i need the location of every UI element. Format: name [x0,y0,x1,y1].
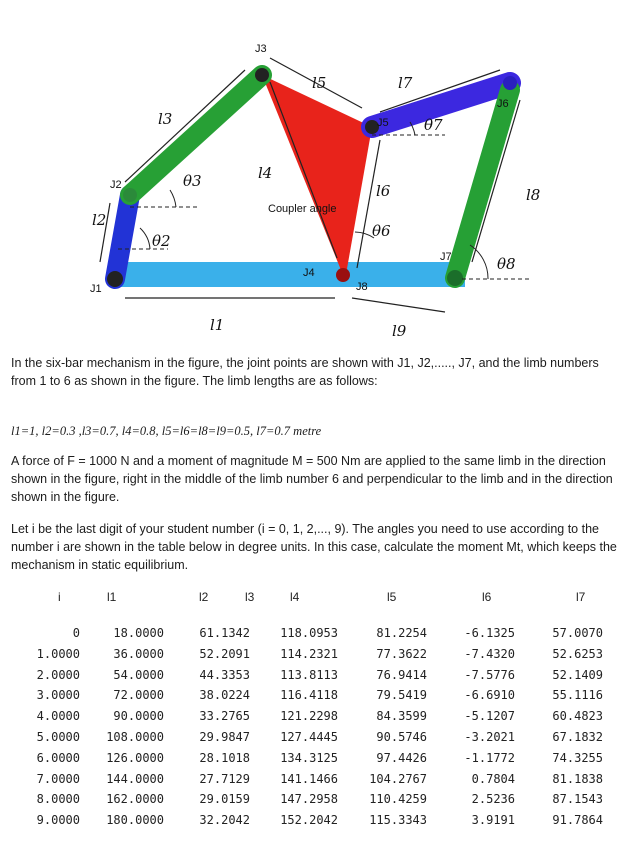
table-cell: 76.9414 [376,667,427,682]
header-i: i [58,590,61,604]
label-l6: l6 [376,182,391,200]
table-cell: 115.3343 [369,813,427,828]
label-l4: l4 [258,164,273,182]
table-cell: 84.3599 [376,709,427,724]
label-theta3: θ3 [183,172,202,190]
intro-paragraph: In the six-bar mechanism in the figure, the joint points are shown with J1, J2,....., J7, and the limb numbers from 1 to 6 as shown in the figure. The limb lengths are as follows: [11,356,599,388]
table-cell: 57.0070 [552,626,603,640]
label-j4: J4 [303,267,315,279]
joint-j2 [123,188,137,202]
header-l1: l1 [107,590,117,604]
table-row [0,751,641,771]
label-theta2: θ2 [152,232,171,250]
table-cell: 90.5746 [376,730,427,744]
table-cell: 134.3125 [280,750,338,765]
table-row [0,647,641,667]
joint-j3 [255,68,269,82]
header-l4: l4 [290,590,300,604]
label-j8: J8 [356,281,368,293]
load-paragraph: A force of F = 1000 N and a moment of magnitude M = 500 Nm are applied to the same limb in the direction shown in the figure, right in the middle of the limb number 6 and perpendicular to the limb and in the direction shown in the figure. [11,454,613,504]
table-row [0,668,641,688]
table-cell: 5.0000 [36,730,80,744]
label-j7: J7 [440,251,452,263]
table-cell: -5.1207 [464,709,515,724]
table-cell: 110.4259 [369,792,427,807]
header-l2: l2 [199,590,209,604]
instructions-paragraph: Let i be the last digit of your student number (i = 0, 1, 2,..., 9). The angles you need to use according to the number i are shown in the table below in degree units. In this case, calculate the moment Mt, which keeps the mechanism in static equilibrium. [11,522,617,572]
table-cell: 18.0000 [113,626,164,640]
header-l3: l3 [245,590,255,604]
table-cell: 33.2765 [199,709,250,724]
header-l6: l6 [482,590,492,604]
limb-lengths: l1=1, l2=0.3 ,l3=0.7, l4=0.8, l5=l6=l8=l9=0.5, l7=0.7 metre [11,424,322,438]
table-cell: 36.0000 [113,646,164,661]
table-cell: 61.1342 [199,626,250,640]
table-row [0,626,641,646]
table-cell: -6.6910 [464,688,515,703]
label-l2: l2 [92,211,107,229]
limb-l1 [115,262,465,287]
table-row [0,813,641,833]
table-cell: 152.2042 [280,813,338,828]
table-cell: 7.0000 [36,771,80,786]
table-cell: 97.4426 [376,750,427,765]
label-theta8: θ8 [497,255,516,273]
table-cell: 54.0000 [113,667,164,682]
table-cell: 141.1466 [280,771,338,786]
table-cell: 52.6253 [552,646,603,661]
table-cell: 2.0000 [36,667,80,682]
label-l3: l3 [158,110,173,128]
table-cell: 104.2767 [369,771,427,786]
label-l5: l5 [312,74,327,92]
label-theta7: θ7 [424,116,443,134]
table-cell: 3.9191 [471,813,515,828]
table-cell: 60.4823 [552,709,603,724]
label-j2: J2 [110,179,122,191]
label-l7: l7 [398,74,413,92]
table-cell: 4.0000 [36,709,80,724]
table-cell: 3.0000 [36,688,80,703]
table-cell: 0.7804 [471,771,515,786]
mechanism-figure [0,0,641,350]
table-cell: 81.1838 [552,771,603,786]
label-l9: l9 [392,322,407,340]
table-cell: 29.9847 [199,730,250,744]
header-l5: l5 [387,590,397,604]
table-cell: -1.1772 [464,750,515,765]
joint-j1 [107,271,123,287]
table-cell: 114.2321 [280,646,338,661]
joint-j6 [503,76,517,90]
table-cell: 121.2298 [280,709,338,724]
table-cell: 77.3622 [376,646,427,661]
table-cell: 116.4118 [280,688,338,703]
table-cell: -6.1325 [464,626,515,640]
table-row [0,772,641,792]
table-cell: 91.7864 [552,813,603,828]
table-cell: 55.1116 [552,688,603,703]
table-cell: 74.3255 [552,750,603,765]
joint-j7 [447,270,463,286]
table-cell: 38.0224 [199,688,250,703]
table-cell: 127.4445 [280,730,338,744]
table-cell: 44.3353 [199,667,250,682]
table-row [0,709,641,729]
table-cell: 79.5419 [376,688,427,703]
label-j5: J5 [377,117,389,129]
table-cell: 0 [72,626,80,640]
table-cell: 162.0000 [106,792,164,807]
label-coupler: Coupler angle [268,203,337,215]
table-row [0,688,641,708]
table-cell: 147.2958 [280,792,338,807]
table-cell: 28.1018 [199,750,250,765]
table-cell: 90.0000 [113,709,164,724]
table-cell: 180.0000 [106,813,164,828]
label-theta6: θ6 [372,222,391,240]
table-cell: 6.0000 [36,750,80,765]
table-row [0,730,641,750]
table-cell: 2.5236 [471,792,515,807]
label-l8: l8 [526,186,541,204]
table-cell: 81.2254 [376,626,427,640]
table-cell: -3.2021 [464,730,515,744]
table-cell: 9.0000 [36,813,80,828]
table-cell: 8.0000 [36,792,80,807]
label-j3: J3 [255,43,267,55]
table-cell: 32.2042 [199,813,250,828]
table-cell: 108.0000 [106,730,164,744]
table-row [0,792,641,812]
table-cell: 29.0159 [199,792,250,807]
table-cell: 52.1409 [552,667,603,682]
joint-j4 [336,268,350,282]
table-cell: 113.8113 [280,667,338,682]
table-cell: 27.7129 [199,771,250,786]
table-cell: 87.1543 [552,792,603,807]
header-l7: l7 [576,590,586,604]
table-cell: 118.0953 [280,626,338,640]
table-cell: -7.5776 [464,667,515,682]
table-cell: -7.4320 [464,646,515,661]
label-j1: J1 [90,283,102,295]
table-cell: 144.0000 [106,771,164,786]
table-cell: 1.0000 [36,646,80,661]
table-cell: 126.0000 [106,750,164,765]
table-cell: 67.1832 [552,730,603,744]
label-j6: J6 [497,98,509,110]
table-cell: 52.2091 [199,646,250,661]
limb-l8 [455,90,510,278]
table-cell: 72.0000 [113,688,164,703]
label-l1: l1 [210,316,225,334]
